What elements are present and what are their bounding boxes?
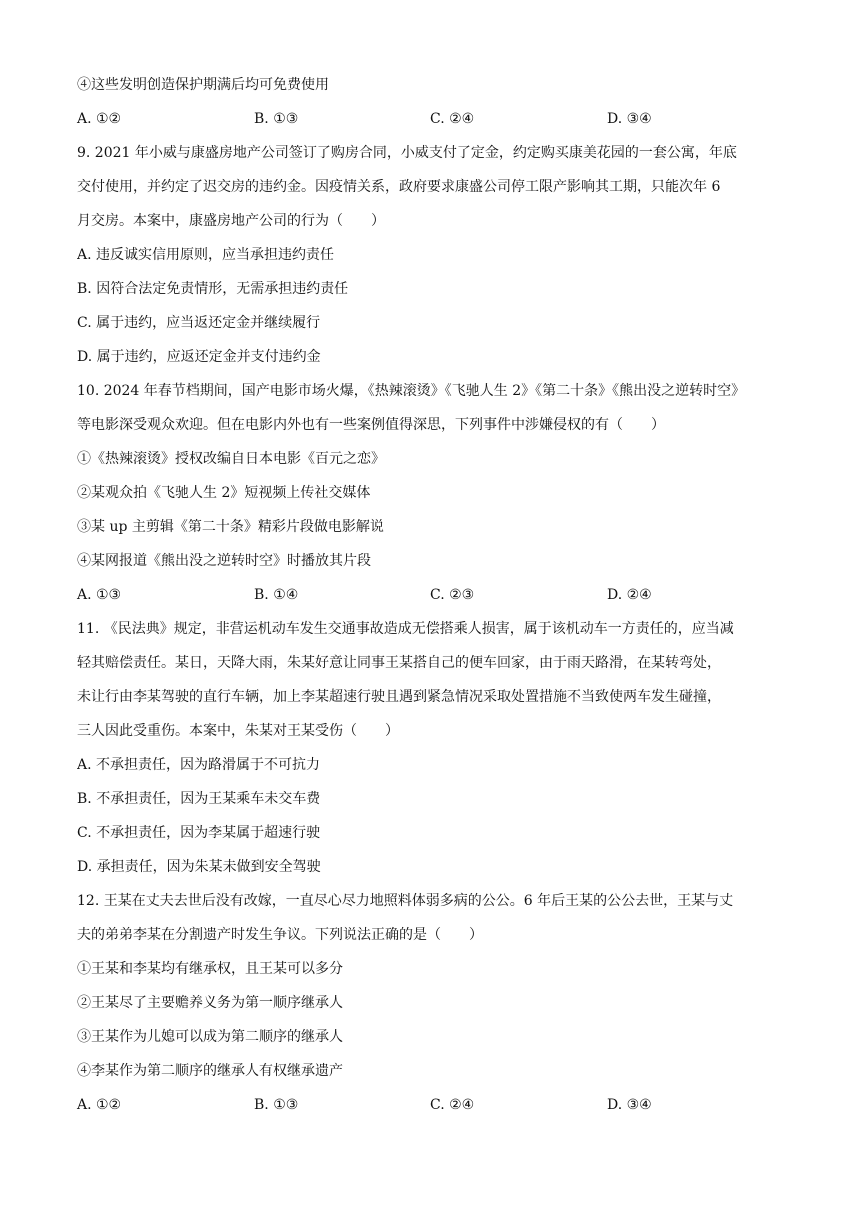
q9-stem-line-2: 交付使用，并约定了迟交房的违约金。因疫情关系，政府要求康盛公司停工限产影响其工期，只能次年 6 <box>77 179 721 195</box>
q11-option-a: A. 不承担责任，因为路滑属于不可抗力 <box>77 757 321 773</box>
q12-option-a: A. ①② <box>77 1097 122 1113</box>
q10-options <box>77 578 789 612</box>
q12-stem-line-2: 夫的弟弟李某在分割遗产时发生争议。下列说法正确的是（ ） <box>77 927 483 943</box>
q12-option-b: B. ①③ <box>254 1097 299 1113</box>
q12-item-3: ③王某作为儿媳可以成为第二顺序的继承人 <box>77 1029 343 1045</box>
q10-option-a: A. ①③ <box>77 587 122 603</box>
q12-item-1: ①王某和李某均有继承权，且王某可以多分 <box>77 961 343 977</box>
q12-options <box>77 1088 789 1122</box>
q10-stem-line-2: 等电影深受观众欢迎。但在电影内外也有一些案例值得深思，下列事件中涉嫌侵权的有（ ） <box>77 417 665 433</box>
q8-option-d: D. ③④ <box>607 111 652 127</box>
q8-option-b: B. ①③ <box>254 111 299 127</box>
q9-option-d: D. 属于违约，应返还定金并支付违约金 <box>77 349 321 365</box>
q11-stem-line-3: 未让行由李某驾驶的直行车辆，加上李某超速行驶且遇到紧急情况采取处置措施不当致使两车发生碰撞， <box>77 689 721 705</box>
q12-option-c: C. ②④ <box>430 1097 475 1113</box>
q10-stem-line-1: 10. 2024 年春节档期间，国产电影市场火爆，《热辣滚烫》《飞驰人生 2》《第二十条》《熊出没之逆转时空》 <box>77 383 746 399</box>
q10-item-3: ③某 up 主剪辑《第二十条》精彩片段做电影解说 <box>77 519 384 535</box>
q9-option-a: A. 违反诚实信用原则，应当承担违约责任 <box>77 247 335 263</box>
q11-stem-line-1: 11. 《民法典》规定，非营运机动车发生交通事故造成无偿搭乘人损害，属于该机动车一方责任的，应当减 <box>77 621 734 637</box>
q11-stem-line-4: 三人因此受重伤。本案中，朱某对王某受伤（ ） <box>77 723 399 739</box>
q8-option-c: C. ②④ <box>430 111 475 127</box>
q8-item-4: ④这些发明创造保护期满后均可免费使用 <box>77 77 329 93</box>
q10-option-c: C. ②③ <box>430 587 475 603</box>
q12-item-4: ④李某作为第二顺序的继承人有权继承遗产 <box>77 1063 343 1079</box>
q10-option-b: B. ①④ <box>254 587 299 603</box>
q8-options <box>77 102 789 136</box>
q9-option-c: C. 属于违约，应当返还定金并继续履行 <box>77 315 321 331</box>
q10-item-1: ①《热辣滚烫》授权改编自日本电影《百元之恋》 <box>77 451 385 467</box>
q11-stem-line-2: 轻其赔偿责任。某日，天降大雨，朱某好意让同事王某搭自己的便车回家，由于雨天路滑，在某转弯处， <box>77 655 721 671</box>
q9-stem-line-3: 月交房。本案中，康盛房地产公司的行为（ ） <box>77 213 385 229</box>
q12-stem-line-1: 12. 王某在丈夫去世后没有改嫁，一直尽心尽力地照料体弱多病的公公。6 年后王某的公公去世，王某与丈 <box>77 893 734 909</box>
q12-option-d: D. ③④ <box>607 1097 652 1113</box>
q12-item-2: ②王某尽了主要赡养义务为第一顺序继承人 <box>77 995 343 1011</box>
q9-option-b: B. 因符合法定免责情形，无需承担违约责任 <box>77 281 349 297</box>
q11-option-c: C. 不承担责任，因为李某属于超速行驶 <box>77 825 321 841</box>
q10-item-2: ②某观众拍《飞驰人生 2》短视频上传社交媒体 <box>77 485 371 501</box>
q11-option-d: D. 承担责任，因为朱某未做到安全驾驶 <box>77 859 321 875</box>
q9-stem-line-1: 9. 2021 年小威与康盛房地产公司签订了购房合同，小威支付了定金，约定购买康美花园的一套公寓，年底 <box>77 145 737 161</box>
q10-item-4: ④某网报道《熊出没之逆转时空》时播放其片段 <box>77 553 371 569</box>
exam-page <box>77 68 789 1122</box>
q8-option-a: A. ①② <box>77 111 122 127</box>
q11-option-b: B. 不承担责任，因为王某乘车未交车费 <box>77 791 321 807</box>
q10-option-d: D. ②④ <box>607 587 652 603</box>
